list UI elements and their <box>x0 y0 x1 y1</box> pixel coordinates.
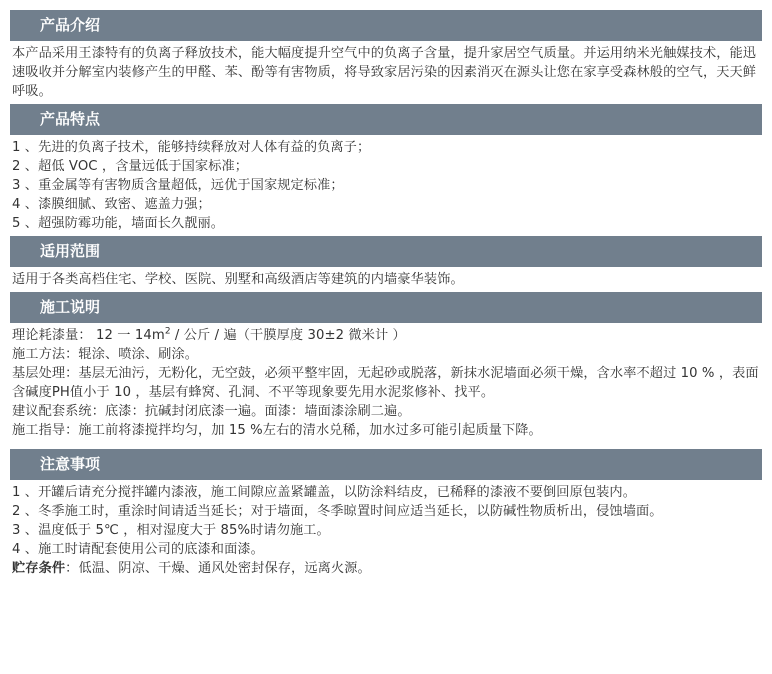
features-list <box>10 135 762 236</box>
intro-paragraph: 本产品采用王漆特有的负离子释放技术，能大幅度提升空气中的负离子含量，提升家居空气质量。并运用纳米光触媒技术，能迅速吸收并分解室内装修产生的甲醛、苯、酚等有害物质，将导致家居污染的因素消灭在源头让您在家享受森林般的空气，天天鲜呼吸。 <box>12 46 757 99</box>
storage-line <box>12 559 762 578</box>
list-item: 5 、超强防霉功能，墙面长久靓丽。 <box>12 216 225 231</box>
list-item: 4 、漆膜细腻、致密、遮盖力强； <box>12 197 211 212</box>
coverage-line <box>12 326 762 345</box>
substrate-line: 基层处理：基层无油污，无粉化，无空鼓，必须平整牢固，无起砂或脱落，新抹水泥墙面必须干燥，含水率不超过 10 % ，表面含碱度PH值小于 10 ，基层有蜂窝、孔洞、不平等现象要先用水泥浆修补、找平。 <box>12 366 759 400</box>
list-item: 1 、先进的负离子技术，能够持续释放对人体有益的负离子； <box>12 140 371 155</box>
system-line: 建议配套系统：底漆：抗碱封闭底漆一遍。面漆：墙面漆涂刷二遍。 <box>12 404 411 419</box>
section-header-features: 产品特点 <box>10 104 762 135</box>
coverage-value: 12 一 14m <box>91 328 165 343</box>
coverage-rest: / 公斤 / 遍（干膜厚度 30±2 微米计 ） <box>170 328 406 343</box>
section-header-notes: 注意事项 <box>10 449 762 480</box>
guide-line: 施工指导：施工前将漆搅拌均匀，加 15 %左右的清水兑稀，加水过多可能引起质量下降。 <box>12 423 542 438</box>
list-item: 1 、开罐后请充分搅拌罐内漆液，施工间隙应盖紧罐盖，以防涂料结皮，已稀释的漆液不要倒回原包装内。 <box>12 485 637 500</box>
list-item: 3 、重金属等有害物质含量超低，远优于国家规定标准； <box>12 178 344 193</box>
section-header-intro: 产品介绍 <box>10 10 762 41</box>
notes-body <box>10 480 762 581</box>
method-line: 施工方法：辊涂、喷涂、刷涂。 <box>12 347 199 362</box>
coverage-label: 理论耗漆量： <box>12 328 92 343</box>
list-item: 2 、超低 VOC ，含量远低于国家标准； <box>12 159 249 174</box>
section-header-scope: 适用范围 <box>10 236 762 267</box>
construction-body <box>10 323 762 443</box>
list-item: 4 、施工时请配套使用公司的底漆和面漆。 <box>12 542 264 557</box>
scope-text: 适用于各类高档住宅、学校、医院、别墅和高级酒店等建筑的内墙豪华装饰。 <box>12 272 464 287</box>
storage-text: ：低温、阴凉、干燥、通风处密封保存，远离火源。 <box>65 561 371 576</box>
coverage-sup: 2 <box>164 326 171 337</box>
section-header-construction: 施工说明 <box>10 292 762 323</box>
storage-label: 贮存条件 <box>12 561 66 576</box>
list-item: 3 、温度低于 5℃ ，相对湿度大于 85%时请勿施工。 <box>12 523 330 538</box>
list-item: 2 、冬季施工时，重涂时间请适当延长；对于墙面，冬季晾置时间应适当延长，以防碱性物质析出，侵蚀墙面。 <box>12 504 663 519</box>
